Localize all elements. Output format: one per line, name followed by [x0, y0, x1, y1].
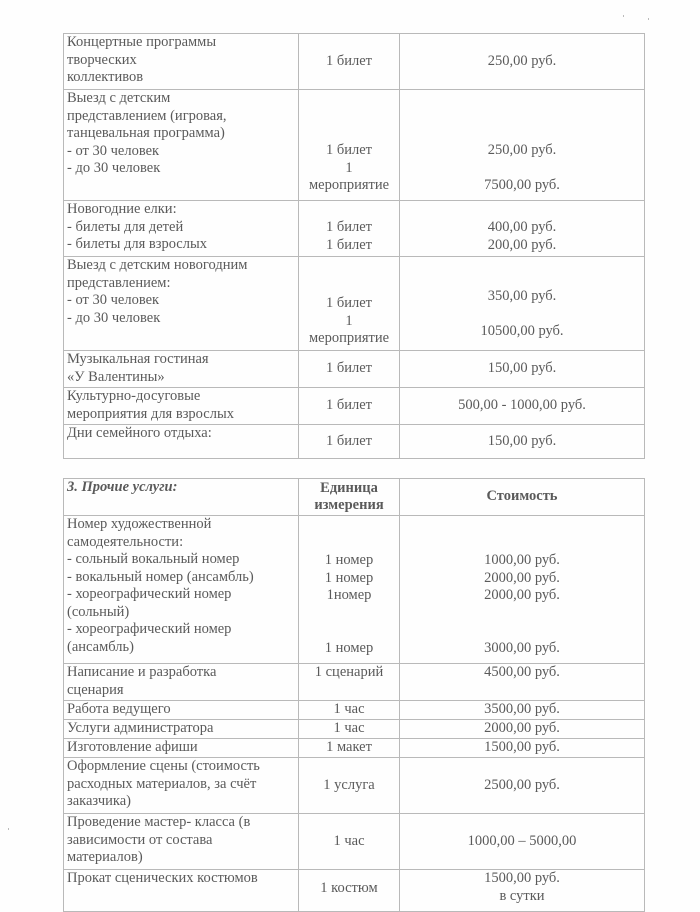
unit-cell: 1 билет 1 билет [299, 201, 400, 257]
price-cell: 500,00 - 1000,00 руб. [400, 388, 645, 425]
service-name-cell: Работа ведущего [64, 701, 299, 720]
price-cell: 150,00 руб. [400, 425, 645, 459]
table-row [64, 720, 645, 739]
price-cell: 2500,00 руб. [400, 758, 645, 814]
unit-cell: 1 час [299, 814, 400, 870]
unit-cell: 1 номер 1 номер 1номер 1 номер [299, 516, 400, 664]
price-cell: 250,00 руб. [400, 34, 645, 90]
table-row [64, 34, 645, 90]
unit-cell: 1 костюм [299, 870, 400, 912]
price-cell: 400,00 руб. 200,00 руб. [400, 201, 645, 257]
scan-speck [623, 15, 624, 17]
table-row [64, 664, 645, 701]
price-cell: 2000,00 руб. [400, 720, 645, 739]
service-name-cell: Изготовление афиши [64, 739, 299, 758]
unit-cell: 1 билет 1 мероприятие [299, 257, 400, 351]
price-cell: 350,00 руб. 10500,00 руб. [400, 257, 645, 351]
service-name-cell: Оформление сцены (стоимость расходных материалов, за счёт заказчика) [64, 758, 299, 814]
scan-speck [8, 828, 9, 830]
price-cell: 1500,00 руб. [400, 739, 645, 758]
table-row [64, 701, 645, 720]
service-name-cell: Новогодние елки: - билеты для детей - билеты для взрослых [64, 201, 299, 257]
service-name-cell: Концертные программы творческих коллективов [64, 34, 299, 90]
service-name-cell: Прокат сценических костюмов [64, 870, 299, 912]
price-cell: 3500,00 руб. [400, 701, 645, 720]
table-row [64, 739, 645, 758]
price-cell: 1000,00 руб. 2000,00 руб. 2000,00 руб. 3000,00 руб. [400, 516, 645, 664]
unit-cell: 1 услуга [299, 758, 400, 814]
table-row [64, 425, 645, 459]
price-cell: 250,00 руб. 7500,00 руб. [400, 90, 645, 201]
table-row [64, 388, 645, 425]
table-row [64, 758, 645, 814]
table-header-row [64, 479, 645, 516]
service-name-cell: Выезд с детским представлением (игровая, танцевальная программа) - от 30 человек - до 30 человек [64, 90, 299, 201]
table-row [64, 516, 645, 664]
price-cell: 1500,00 руб. в сутки [400, 870, 645, 912]
scan-speck [648, 18, 649, 20]
table-row [64, 814, 645, 870]
unit-cell: 1 билет 1 мероприятие [299, 90, 400, 201]
service-name-cell: Выезд с детским новогодним представлением: - от 30 человек - до 30 человек [64, 257, 299, 351]
price-table-other-services [63, 478, 645, 912]
service-name-cell: Проведение мастер- класса (в зависимости от состава материалов) [64, 814, 299, 870]
column-header-price: Стоимость [400, 479, 645, 516]
price-cell: 1000,00 – 5000,00 [400, 814, 645, 870]
section-title: 3. Прочие услуги: [64, 479, 299, 516]
service-name-cell: Культурно-досуговые мероприятия для взрослых [64, 388, 299, 425]
service-name-cell: Номер художественной самодеятельности: - сольный вокальный номер - вокальный номер (ансамбль) - хореографический номер (сольный) - хореографический номер (ансамбль) [64, 516, 299, 664]
price-cell: 150,00 руб. [400, 351, 645, 388]
unit-cell: 1 билет [299, 34, 400, 90]
service-name-cell: Написание и разработка сценария [64, 664, 299, 701]
unit-cell: 1 час [299, 720, 400, 739]
unit-cell: 1 макет [299, 739, 400, 758]
price-cell: 4500,00 руб. [400, 664, 645, 701]
unit-cell: 1 сценарий [299, 664, 400, 701]
table-row [64, 257, 645, 351]
service-name-cell: Музыкальная гостиная «У Валентины» [64, 351, 299, 388]
table-row [64, 90, 645, 201]
unit-cell: 1 билет [299, 388, 400, 425]
table-row [64, 870, 645, 912]
price-table-events [63, 33, 645, 459]
unit-cell: 1 билет [299, 351, 400, 388]
unit-cell: 1 час [299, 701, 400, 720]
table-row [64, 351, 645, 388]
table-row [64, 201, 645, 257]
service-name-cell: Услуги администратора [64, 720, 299, 739]
column-header-unit: Единица измерения [299, 479, 400, 516]
service-name-cell: Дни семейного отдыха: [64, 425, 299, 459]
unit-cell: 1 билет [299, 425, 400, 459]
